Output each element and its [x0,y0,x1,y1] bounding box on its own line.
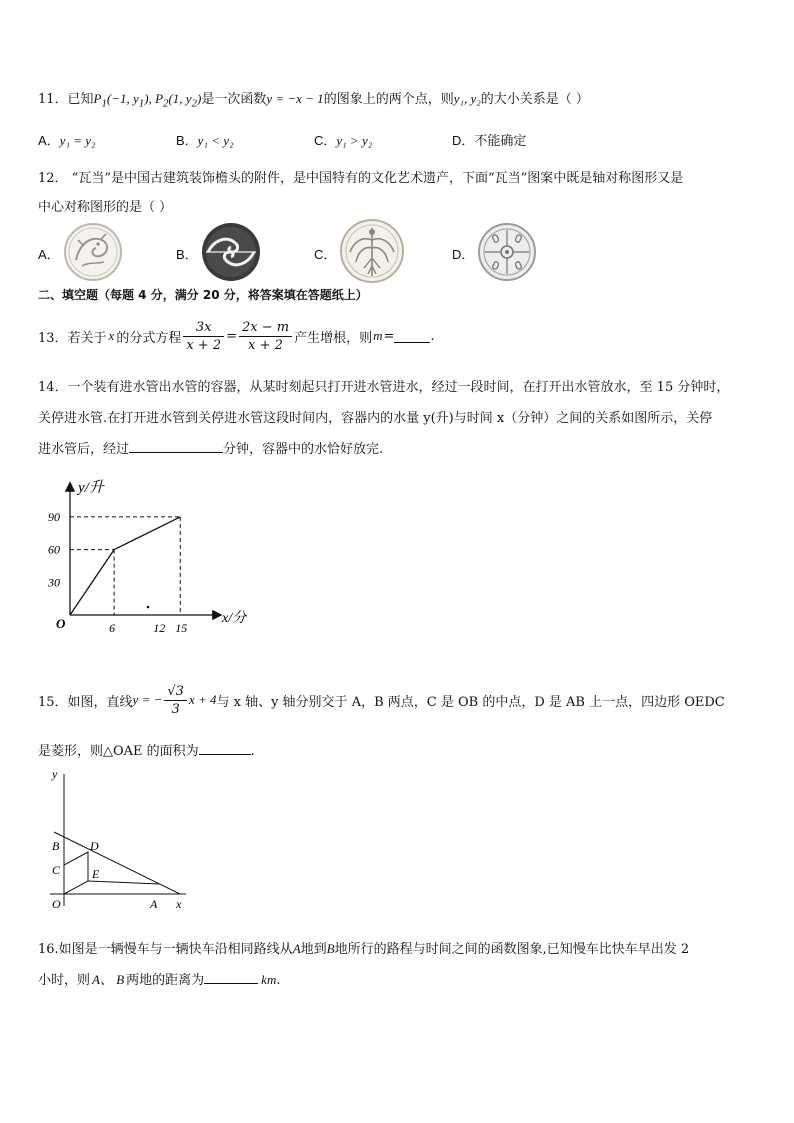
q14-stem-line3: 进水管后，经过 分钟，容器中的水恰好放完. [38,442,384,457]
q15-fraction: $\frac{√3}{3}$ [164,683,187,718]
q14-stem-line2: 关停进水管.在打开进水管到关停进水管这段时间内，容器内的水量 y(升)与时间 x（分钟）之间的关系如图所示，关停 [38,411,713,426]
label-y: y [52,768,58,781]
q11-stem: 11．已知$P_1(-1$, $y_1$), $P_2(1$, $y_2$)是一次函数y = −x − 1的图象上的两个点，则y₁, y₂的大小关系是（ ） [38,91,589,110]
label-d: D [90,839,99,853]
q12-option-c[interactable]: C． [314,218,424,284]
q13-stem: 13．若关于 x 的分式方程 $\frac{3x}{x + 2}$ = $\frac{2x - m}{x + 2}$ 产生增根，则 m = . [38,319,435,353]
cloud-tile-icon [200,222,262,282]
q11-option-b[interactable]: B．y₁ < y₂ [176,133,234,148]
x-tick-label: 12 [153,621,166,635]
label-e: E [92,867,100,881]
label-o: O [52,897,61,911]
q15-rhombus-figure [40,768,200,916]
stray-dot [147,606,150,609]
q12-option-d[interactable]: D． [452,222,562,282]
q11-option-d[interactable]: D．不能确定 [452,133,527,149]
x-axis-label: x/分 [222,611,247,626]
q15-segment-ea [88,881,160,884]
q14-answer-blank[interactable] [129,440,223,453]
q12-stem-line1: 12． “瓦当”是中国古建筑装饰檐头的附件，是中国特有的文化艺术遗产，下面“瓦当”图案中既是轴对称图形又是 [38,171,684,186]
dragon-tile-icon [62,222,124,282]
origin-label: O [56,616,66,631]
y-tick-label: 90 [48,509,60,524]
q16-stem-line2: 小时，则 A、 B 两地的距离为 km. [38,972,281,988]
q16-stem-line1: 16.如图是一辆慢车与一辆快车沿相同路线从A地到B地所行的路程与时间之间的函数图象,已知慢车比快车早出发 2 [38,941,690,957]
q15-stem-line2: 是菱形，则△OAE 的面积为 . [38,744,255,759]
label-a: A [150,897,158,911]
q12-option-b[interactable]: B． [176,222,286,282]
label-c: C [52,863,61,877]
q14-water-chart [40,472,260,652]
q13-answer-blank[interactable] [394,330,430,343]
q16-answer-blank[interactable] [204,971,258,984]
q11-option-c[interactable]: C．y₁ > y₂ [314,133,373,148]
y-tick-label: 60 [48,542,60,557]
q12-option-a[interactable]: A． [38,222,148,282]
phoenix-tile-icon [338,218,406,284]
swirl-tile-icon [476,222,538,282]
q15-answer-blank[interactable] [199,742,251,755]
q15-segment-eo-a [64,884,160,894]
q15-line-ab [54,832,180,894]
q12-stem-line2: 中心对称图形的是（ ） [38,200,173,215]
y-tick-label: 30 [48,575,60,590]
label-b: B [52,839,60,853]
q11-option-a[interactable]: A．y₁ = y₂ [38,133,96,148]
q13-fraction-left: $\frac{3x}{x + 2}$ [183,319,224,354]
y-axis-label: y/升 [78,480,104,496]
section-heading-fill-in: 二、填空题（每题 4 分，满分 20 分，将答案填在答题纸上） [38,288,368,302]
q14-stem-line1: 14．一个装有进水管出水管的容器，从某时刻起只打开进水管进水，经过一段时间，在打开出水管放水，至 15 分钟时， [38,380,730,395]
x-tick-label: 15 [175,621,188,635]
q15-rhombus-oedc [64,852,88,894]
q15-stem-line1: 15．如图，直线 y = − $\frac{√3}{3}$ x + 4 与 x 轴、y 轴分别交于 A，B 两点，C 是 OB 的中点，D 是 AB 上一点，四边形 OEDC [38,683,725,717]
x-tick-label: 6 [109,621,116,635]
q13-fraction-right: $\frac{2x - m}{x + 2}$ [239,319,292,354]
label-x: x [176,897,182,911]
series-line [70,517,180,615]
